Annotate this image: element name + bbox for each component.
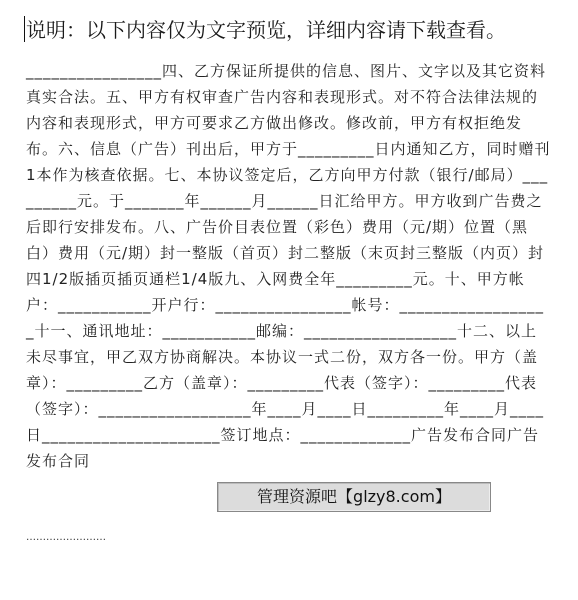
- contract-body-text: ________________四、乙方保证所提供的信息、图片、文字以及其它资料真实合法。五、甲方有权审查广告内容和表现形式。对不符合法律法规的内容和表现形式，甲方可要求乙方做出修改。修改前，甲方有权拒绝发布。六、信息（广告）刊出后，甲方于_________日内通知乙方，同时赠刊1本作为核查依据。七、本协议签定后，乙方向甲方付款（银行/邮局）_________元。于_______年______月______日汇给甲方。甲方收到广告费之后即行安排发布。八、广告价目表位置（彩色）费用（元/期）位置（黑白）费用（元/期）封一整版（首页）封二整版（末页封三整版（内页）封四1/2版插页插页通栏1/4版九、入网费全年_________元。十、甲方帐户：___________开户行：________________帐号：__________________十一、通讯地址：___________邮编：__________________十二、以上未尽事宜，甲乙双方协商解决。本协议一式二份，双方各一份。甲方（盖章）：_________乙方（盖章）：_________代表（签字）：_________代表（签字）：__________________年____月____日_________年____月____日_____________________签订地点：_____________广告发布合同广告发布合同: [26, 62, 551, 470]
- preview-notice: 说明：以下内容仅为文字预览，详细内容请下载查看。: [26, 18, 506, 42]
- truncation-dots: ……………………: [26, 532, 106, 543]
- text-cursor: [24, 16, 25, 42]
- site-watermark: 管理资源吧【glzy8.com】: [217, 482, 491, 512]
